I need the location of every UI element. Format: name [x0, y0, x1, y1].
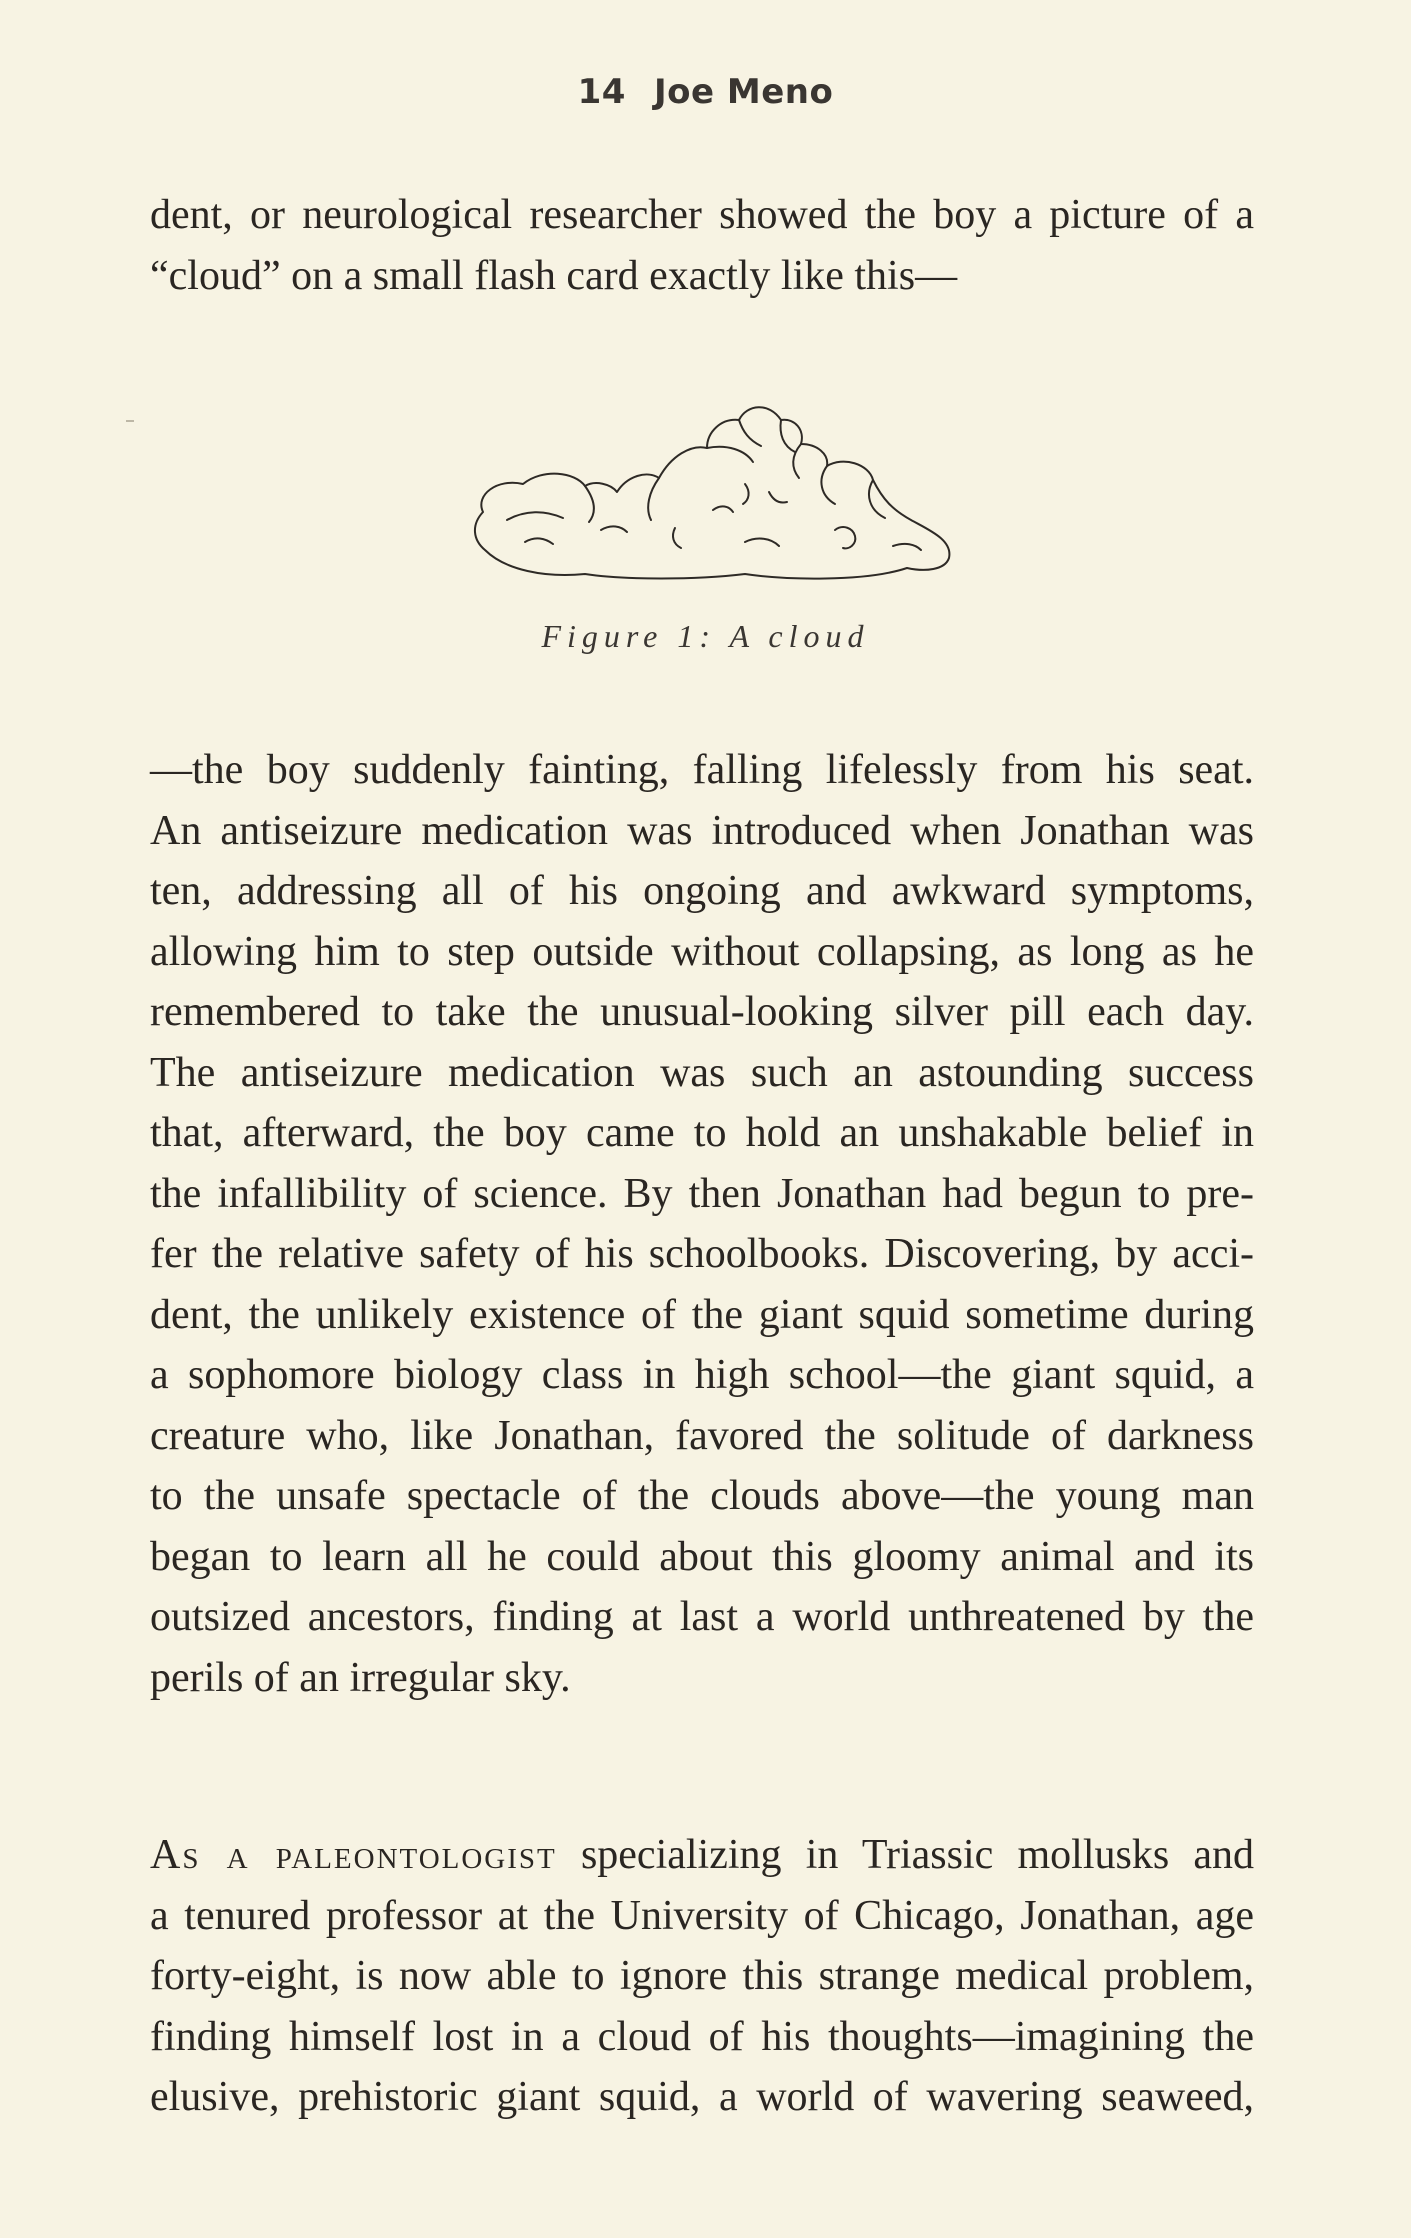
- text-line: a sophomore biology class in high school—the giant squid, a: [150, 1352, 1254, 1398]
- text-line: a tenured professor at the University of Chicago, Jonathan, age: [150, 1892, 1254, 1939]
- author-name: Joe Meno: [653, 72, 834, 112]
- text-line: fer the relative safety of his schoolbooks. Discovering, by acci-: [150, 1231, 1254, 1277]
- paragraph-2: [150, 740, 1254, 1708]
- text-line: allowing him to step outside without collapsing, as long as he: [150, 928, 1254, 975]
- text-line: dent, or neurological researcher showed the boy a picture of a: [150, 192, 1254, 238]
- text-line: An antiseizure medication was introduced when Jonathan was: [150, 807, 1254, 854]
- text-line: creature who, like Jonathan, favored the solitude of darkness: [150, 1412, 1254, 1459]
- text-line: that, afterward, the boy came to hold an unshakable belief in: [150, 1110, 1254, 1156]
- text-line: outsized ancestors, finding at last a world unthreatened by the: [150, 1594, 1254, 1640]
- text-line: dent, the unlikely existence of the giant squid sometime during: [150, 1291, 1254, 1338]
- text-line: The antiseizure medication was such an astounding success: [150, 1049, 1254, 1096]
- text-line: finding himself lost in a cloud of his thoughts—imagining the: [150, 2013, 1254, 2060]
- text-line: remembered to take the unusual-looking silver pill each day.: [150, 989, 1254, 1035]
- text-line: the infallibility of science. By then Jonathan had begun to pre-: [150, 1170, 1254, 1217]
- text-line: —the boy suddenly fainting, falling lifelessly from his seat.: [150, 747, 1254, 793]
- paragraph-3: [150, 1825, 1254, 2128]
- text-line: forty-eight, is now able to ignore this strange medical problem,: [150, 1953, 1254, 1999]
- paragraph-1: [150, 185, 1254, 306]
- text-line: “cloud” on a small flash card exactly like this—: [150, 252, 958, 299]
- print-speck: [126, 420, 134, 422]
- cloud-drawing-icon: [445, 360, 965, 590]
- text-line: elusive, prehistoric giant squid, a world of wavering seaweed,: [150, 2074, 1254, 2120]
- text-span: specializing in Triassic mollusks and: [556, 1832, 1255, 1878]
- cloud-figure: [445, 360, 965, 590]
- section-lead-in: As a paleontologist: [150, 1832, 557, 1878]
- text-line: began to learn all he could about this gloomy animal and its: [150, 1533, 1254, 1580]
- text-line: perils of an irregular sky.: [150, 1654, 571, 1701]
- text-line: to the unsafe spectacle of the clouds above—the young man: [150, 1473, 1254, 1519]
- text-line: ten, addressing all of his ongoing and awkward symptoms,: [150, 868, 1254, 914]
- page-number: 14: [577, 72, 626, 112]
- running-head: [0, 72, 1411, 112]
- text-line: [150, 1825, 1254, 1886]
- figure-caption: Figure 1: A cloud: [541, 618, 870, 654]
